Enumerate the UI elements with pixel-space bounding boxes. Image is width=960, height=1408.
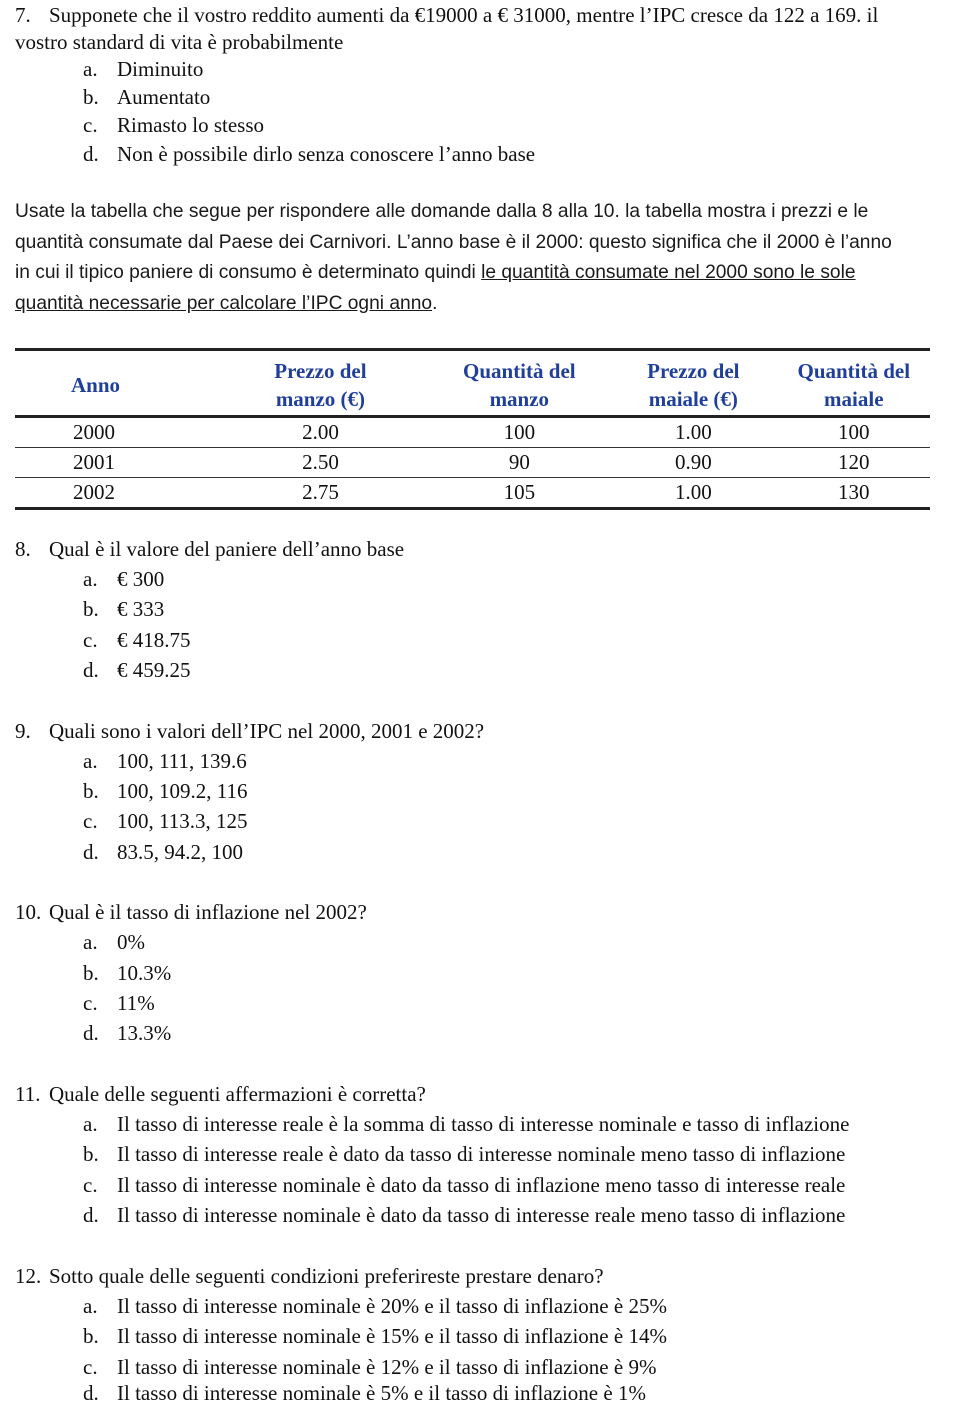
option-letter: d. [83, 1381, 99, 1405]
option-text: 100, 113.3, 125 [117, 809, 248, 833]
header-quantita-maiale: Quantità del maiale [778, 350, 930, 417]
intro-line-4 [15, 289, 950, 320]
question-number: 12. [15, 1264, 42, 1288]
table-row [15, 448, 930, 478]
header-quantita-manzo: Quantità del manzo [430, 350, 610, 417]
intro-underlined-text: quantità necessarie per calcolare l’IPC ogni anno [15, 292, 433, 314]
option-letter: b. [83, 961, 99, 985]
option-letter: b. [83, 85, 99, 109]
table-cell: 105 [430, 478, 610, 509]
option-text: Rimasto lo stesso [117, 113, 265, 137]
question-text: Qual è il tasso di inflazione nel 2002? [49, 900, 367, 924]
table-cell: 0.90 [609, 448, 778, 478]
option-text: Il tasso di interesse nominale è dato da tasso di interesse reale meno tasso di inflazione [117, 1203, 846, 1227]
intro-line-1: Usate la tabella che segue per rispondere alle domande dalla 8 alla 10. la tabella mostra i prezzi e le [15, 201, 869, 222]
option-letter: d. [83, 142, 99, 166]
option-text: 0% [117, 930, 145, 954]
option-letter: d. [83, 1203, 99, 1227]
intro-underlined-text: le quantità consumate nel 2000 sono le sole [481, 262, 856, 283]
question-number: 10. [15, 900, 42, 924]
option-text: 11% [117, 991, 155, 1015]
option-letter: c. [83, 1355, 98, 1379]
option-letter: c. [83, 1173, 98, 1197]
table-cell: 2.75 [211, 478, 429, 509]
option-letter: d. [83, 658, 99, 682]
table-cell: 1.00 [609, 478, 778, 509]
question-text: Qual è il valore del paniere dell’anno base [49, 537, 405, 561]
option-letter: a. [83, 1294, 98, 1318]
table-cell: 120 [778, 448, 930, 478]
table-cell: 2.50 [211, 448, 429, 478]
option-letter: a. [83, 749, 98, 773]
question-number: 7. [15, 3, 31, 27]
intro-line-3-text: in cui il tipico paniere di consumo è determinato quindi [15, 262, 482, 283]
option-text: € 459.25 [117, 658, 191, 682]
option-text: 100, 109.2, 116 [117, 779, 248, 803]
option-letter: a. [83, 57, 98, 81]
option-letter: d. [83, 840, 99, 864]
table-cell: 1.00 [609, 417, 778, 448]
option-text: Il tasso di interesse reale è la somma di tasso di interesse nominale e tasso di inflazione [117, 1112, 850, 1136]
option-text: Il tasso di interesse nominale è 15% e il tasso di inflazione è 14% [117, 1324, 667, 1348]
option-letter: d. [83, 1021, 99, 1045]
option-text: 100, 111, 139.6 [117, 749, 247, 773]
price-quantity-table [15, 348, 930, 510]
table-cell: 100 [430, 417, 610, 448]
option-text: Diminuito [117, 57, 204, 81]
option-text: Il tasso di interesse nominale è 20% e il tasso di inflazione è 25% [117, 1294, 667, 1318]
option-text: Aumentato [117, 85, 211, 109]
option-text: € 300 [117, 567, 165, 591]
option-text: Il tasso di interesse nominale è 5% e il tasso di inflazione è 1% [117, 1381, 646, 1405]
table-cell: 90 [430, 448, 610, 478]
option-letter: b. [83, 1142, 99, 1166]
option-letter: c. [83, 628, 98, 652]
table-cell: 2002 [15, 478, 211, 509]
option-letter: b. [83, 1324, 99, 1348]
table-row [15, 478, 930, 509]
intro-line-3 [15, 258, 950, 289]
option-text: Il tasso di interesse reale è dato da tasso di interesse nominale meno tasso di inflazione [117, 1142, 846, 1166]
option-letter: a. [83, 567, 98, 591]
question-text: Sotto quale delle seguenti condizioni preferireste prestare denaro? [49, 1264, 604, 1288]
question-number: 11. [15, 1082, 41, 1106]
option-text: Non è possibile dirlo senza conoscere l’anno base [117, 142, 536, 166]
intro-line-2: quantità consumate dal Paese dei Carnivori. L’anno base è il 2000: questo significa che il 2000 è l’anno [15, 231, 892, 253]
option-letter: a. [83, 930, 98, 954]
option-text: € 333 [117, 597, 165, 621]
table-cell: 2000 [15, 417, 211, 448]
question-number: 9. [15, 719, 31, 743]
option-text: 13.3% [117, 1021, 172, 1045]
option-letter: b. [83, 779, 99, 803]
option-text: Il tasso di interesse nominale è 12% e il tasso di inflazione è 9% [117, 1355, 657, 1379]
option-text: Il tasso di interesse nominale è dato da tasso di inflazione meno tasso di interesse reale [117, 1173, 846, 1197]
question-text: Quali sono i valori dell’IPC nel 2000, 2001 e 2002? [49, 719, 485, 743]
option-text: € 418.75 [117, 628, 191, 652]
table-header-row [15, 350, 930, 417]
option-letter: b. [83, 597, 99, 621]
question-text: Quale delle seguenti affermazioni è corretta? [49, 1082, 426, 1106]
option-letter: c. [83, 113, 98, 137]
header-anno: Anno [15, 350, 211, 417]
header-prezzo-maiale: Prezzo del maiale (€) [609, 350, 778, 417]
question-number: 8. [15, 537, 31, 561]
option-letter: a. [83, 1112, 98, 1136]
option-text: 83.5, 94.2, 100 [117, 840, 243, 864]
intro-paragraph [15, 197, 950, 319]
intro-period: . [432, 292, 438, 314]
header-prezzo-manzo: Prezzo del manzo (€) [211, 350, 429, 417]
table-cell: 100 [778, 417, 930, 448]
question-text-line-1: Supponete che il vostro reddito aumenti da €19000 a € 31000, mentre l’IPC cresce da 122 a 169. il [49, 3, 879, 27]
option-letter: c. [83, 809, 98, 833]
table-cell: 2.00 [211, 417, 429, 448]
option-letter: c. [83, 991, 98, 1015]
table-row [15, 417, 930, 448]
question-text-line-2: vostro standard di vita è probabilmente [15, 30, 344, 54]
table-cell: 130 [778, 478, 930, 509]
table-cell: 2001 [15, 448, 211, 478]
option-text: 10.3% [117, 961, 172, 985]
